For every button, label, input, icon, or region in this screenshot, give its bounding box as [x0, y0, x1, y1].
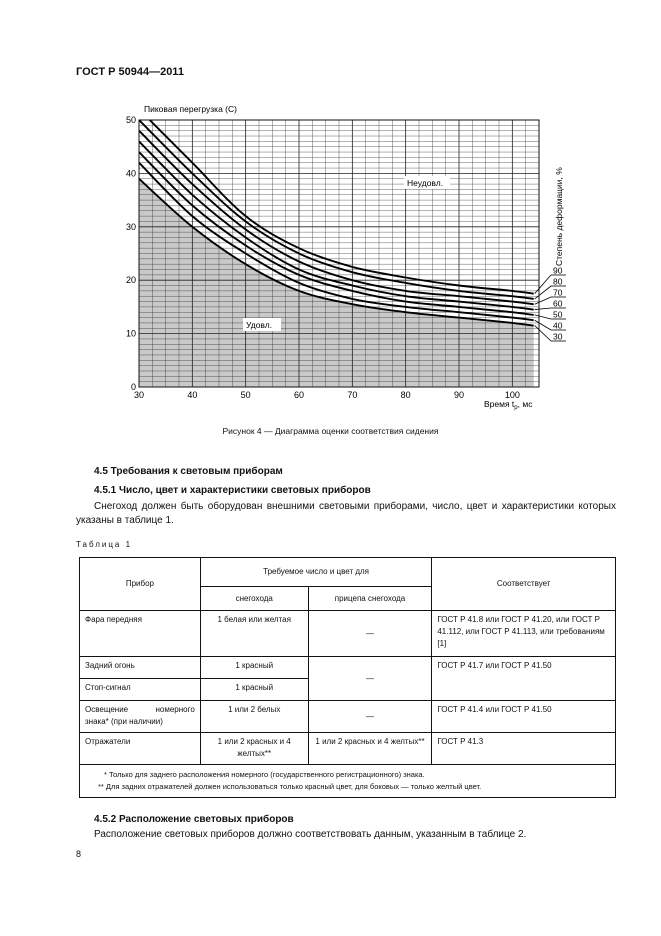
cell-snowmobile: 1 или 2 красных и 4 желтых** [200, 733, 308, 765]
legend-label-30: 30 [553, 331, 563, 342]
head-device: Прибор [80, 558, 201, 611]
legend-leader-80 [535, 286, 551, 299]
head-required: Требуемое число и цвет для [200, 558, 432, 587]
section-title: 4.5 Требования к световым приборам [94, 466, 283, 477]
cell-snowmobile: 1 красный [200, 679, 308, 701]
y-tick-label: 20 [125, 275, 136, 286]
head-trailer: прицепа снегохода [308, 587, 432, 611]
table-row [80, 657, 616, 679]
table-label: Таблица 1 [76, 540, 133, 549]
cell-complies: ГОСТ Р 41.7 или ГОСТ Р 41.50 [432, 657, 616, 701]
cell-device: Отражатели [80, 733, 201, 765]
cell-complies: ГОСТ Р 41.3 [432, 733, 616, 765]
legend-label-80: 80 [553, 276, 563, 287]
deformation-chart [0, 0, 661, 440]
lighting-table [79, 557, 616, 798]
head-complies: Соответствует [432, 558, 616, 611]
x-tick-label: 70 [347, 390, 358, 400]
table-row [80, 611, 616, 657]
cell-trailer: — [308, 611, 432, 657]
table-row [80, 701, 616, 733]
cell-complies: ГОСТ Р 41.8 или ГОСТ Р 41.20, или ГОСТ Р 41.112, или ГОСТ Р 41.113, или требованиям [1] [432, 611, 616, 657]
cell-trailer: — [308, 657, 432, 701]
y-tick-label: 40 [125, 168, 136, 179]
legend-label-60: 60 [553, 298, 563, 309]
subsection-title: 4.5.1 Число, цвет и характеристики световых приборов [94, 485, 371, 496]
cell-device: Задний огонь [80, 657, 201, 679]
table-note-1: * Только для заднего расположения номерного (государственного регистрационного) знака. [104, 770, 425, 779]
section-paragraph-2: Расположение световых приборов должно соответствовать данным, указанным в таблице 2. [94, 829, 527, 840]
legend-label-70: 70 [553, 287, 563, 298]
subsection-title-2: 4.5.2 Расположение световых приборов [94, 814, 294, 825]
x-tick-label: 100 [504, 390, 520, 400]
legend-leader-60 [535, 308, 551, 310]
y-tick-label: 0 [130, 382, 136, 392]
y-axis-label: Пиковая перегрузка (С) [144, 104, 237, 114]
secondary-axis-label: Степень деформации, % [554, 167, 564, 266]
cell-snowmobile: 1 красный [200, 657, 308, 679]
document-code: ГОСТ Р 50944—2011 [76, 66, 184, 78]
y-tick-label: 10 [125, 328, 136, 339]
table-notes [80, 765, 616, 798]
region-label-bad: Неудовл. [407, 178, 444, 188]
y-tick-label: 50 [125, 115, 136, 125]
legend-leader-70 [535, 297, 551, 304]
x-tick-label: 80 [400, 390, 411, 400]
x-tick-label: 90 [453, 390, 465, 400]
cell-trailer: 1 или 2 красных и 4 желтых** [308, 733, 432, 765]
figure-caption: Рисунок 4 — Диаграмма оценки соответствия сидения [222, 426, 439, 436]
cell-device: Фара передняя [80, 611, 201, 657]
section-paragraph: Снегоход должен быть оборудован внешними световыми приборами, число, цвет и характеристики которых указаны в таблице 1. [76, 501, 616, 526]
x-tick-label: 30 [133, 390, 145, 400]
legend-leader-90 [535, 275, 551, 294]
page-number: 8 [76, 849, 82, 859]
cell-trailer: — [308, 701, 432, 733]
cell-device: Стоп-сигнал [80, 679, 201, 701]
legend-leader-50 [535, 315, 551, 319]
x-tick-label: 50 [240, 390, 251, 400]
x-axis-label: Время $t_р$, мс [484, 399, 533, 411]
region-label-good: Удовл. [246, 320, 273, 330]
x-tick-label: 60 [293, 390, 305, 400]
y-tick-label: 30 [125, 221, 136, 232]
legend-label-50: 50 [553, 309, 563, 320]
cell-snowmobile: 1 белая или желтая [200, 611, 308, 657]
legend-label-90: 90 [553, 265, 563, 276]
cell-snowmobile: 1 или 2 белых [200, 701, 308, 733]
cell-device: Освещение номерного знака* (при наличии) [80, 701, 201, 733]
table-note-2: ** Для задних отражателей должен использоваться только красный цвет, для боковых — только желтый цвет. [98, 782, 482, 791]
cell-complies: ГОСТ Р 41.4 или ГОСТ Р 41.50 [432, 701, 616, 733]
legend-label-40: 40 [553, 320, 563, 331]
x-tick-label: 40 [187, 390, 198, 400]
table-row [80, 733, 616, 765]
head-snowmobile: снегохода [200, 587, 308, 611]
legend-leader-40 [535, 320, 551, 330]
table-notes-row [80, 765, 616, 798]
